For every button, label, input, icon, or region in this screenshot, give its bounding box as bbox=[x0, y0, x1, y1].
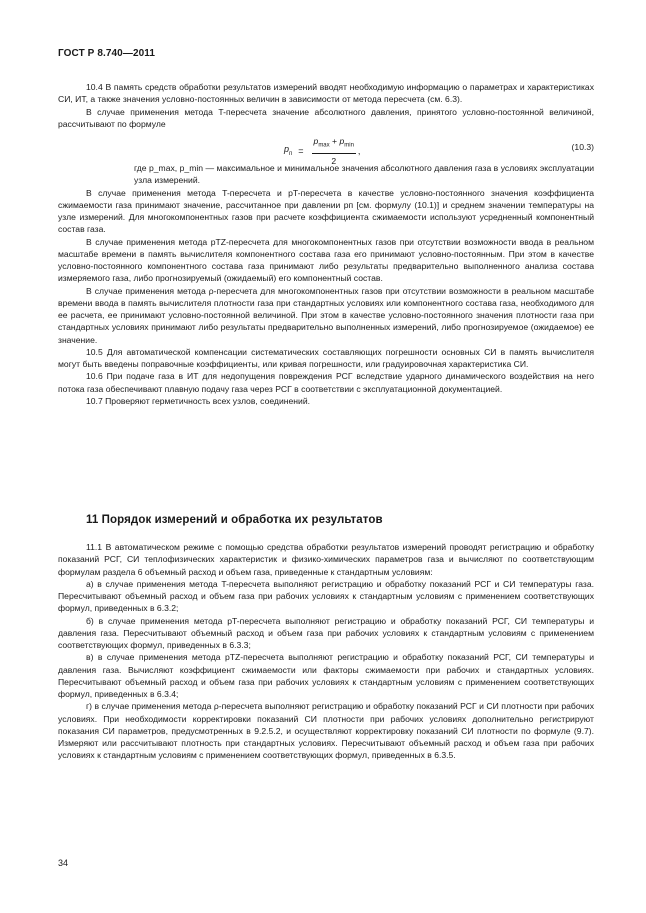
paragraph-t-method-pressure: В случае применения метода T-пересчета значение абсолютного давления, принятого условно-постоянной величиной, рассчитывают по формуле bbox=[58, 106, 594, 129]
formula-explanation: где p_max, p_min — максимальное и минимальное значения абсолютного давления газа в условиях эксплуатации узла измерений. bbox=[134, 163, 594, 186]
list-item-a: а) в случае применения метода T-пересчета выполняют регистрацию и обработку показаний РСГ и СИ температуры газа. Пересчитывают объемный расход и объем газа при рабочих условиях к стандартным условиям с применением соответствующих формул, приведенных в 6.3.2; bbox=[58, 578, 594, 614]
formula-number: (10.3) bbox=[571, 142, 594, 152]
paragraph-11-1: 11.1 В автоматическом режиме с помощью средства обработки результатов измерений проводят регистрацию и обработку показаний РСГ, СИ теплофизических характеристик и физико-химических параметров газа и вычисляют по соответствующим формулам раздела 6 объемный расход и объем газа, приведенные к стандартным условиям: bbox=[58, 542, 594, 577]
document-header: ГОСТ Р 8.740—2011 bbox=[58, 48, 156, 59]
paragraph-compressibility: В случае применения метода T-пересчета и pT-пересчета в качестве условно-постоянного значения коэффициента сжимаемости газа принимают значение, рассчитанное при давлении pп [см. формулу (10.1)] и среднем значении температуры на узле измерений. Для многокомпонентных газов при расчете коэффициента сжимаемости используют усредненный компонентный состав газа. bbox=[58, 187, 594, 235]
paragraph-ptz-method: В случае применения метода pTZ-пересчета для многокомпонентных газов при отсутствии возможности ввода в реальном масштабе времени в память вычислителя компонентного состава газа его принимают условно-постоянным. При этом в качестве условно-постоянного компонентного состава газа принимают либо результаты предварительно выполненного анализа состава измеряемого газа, либо прогнозируемый (ожидаемый) его компонентный состав. bbox=[58, 236, 594, 284]
paragraph-10-7: 10.7 Проверяют герметичность всех узлов, соединений. bbox=[86, 395, 311, 406]
paragraph-10-6: 10.6 При подаче газа в ИТ для недопущения повреждения РСГ вследствие ударного динамического воздействия на него потока газа обеспечивают плавную подачу газа через РСГ в соответствии с эксплуатационной документацией. bbox=[58, 371, 594, 394]
section-10-body bbox=[58, 81, 594, 407]
formula-fraction: $\frac{p_{max} + p_{min}}{2}$ bbox=[313, 136, 354, 166]
page-number: 34 bbox=[58, 858, 69, 868]
section-11-body bbox=[58, 541, 594, 762]
list-item-d: г) в случае применения метода ρ-пересчета выполняют регистрацию и обработку показаний РСГ и СИ плотности при рабочих условиях. При необходимости корректировки показаний СИ плотности при рабочих условиях дополнительно регистрируют показания СИ параметров, предусмотренных в 9.2.5.2, и осуществляют корректировку показаний СИ плотности по формуле (9.7). Измеряют или рассчитывают плотность при стандартных условиях. Пересчитывают объемный расход и объем газа при рабочих условиях к стандартным условиям с применением соответствующих формул, приведенных в 6.3.5. bbox=[58, 701, 594, 761]
paragraph-10-5: 10.5 Для автоматической компенсации систематических составляющих погрешности основных СИ в память вычислителя могут быть введены поправочные коэффициенты, или кривая погрешности, или градуировочная характеристика СИ. bbox=[58, 346, 594, 369]
formula-10-3 bbox=[58, 133, 594, 166]
formula-expression: $p_п$ = $\frac{p_{max} + p_{min}}{2}$ , bbox=[284, 136, 361, 166]
paragraph-10-4: 10.4 В память средств обработки результатов измерений вводят необходимую информацию о параметрах и характеристиках СИ, ИТ, а также значения условно-постоянных величин в зависимости от метода пересчета (см. 6.3). bbox=[58, 82, 594, 105]
list-item-b: б) в случае применения метода pT-пересчета выполняют регистрацию и обработку показаний РСГ, СИ температуры и давления газа. Пересчитывают объемный расход и объем газа при рабочих условиях к стандартным условиям с применением соответствующих формул, приведенных в 6.3.3; bbox=[58, 615, 594, 650]
paragraph-rho-method: В случае применения метода ρ-пересчета для многокомпонентных газов при отсутствии возможности в реальном масштабе времени ввода в память вычислителя плотности газа при стандартных условиях или компонентного состава газа, необходимого для ее расчета, ее принимают условно-постоянной величиной. При этом в качестве условно-постоянного значения плотности газа при стандартных условиях принимают либо результаты предварительно выполненных измерений, либо прогнозируемое (ожидаемое) ее значение. bbox=[58, 285, 594, 345]
list-item-c: в) в случае применения метода pTZ-пересчета выполняют регистрацию и обработку показаний РСГ, СИ температуры и давления газа. Вычисляют коэффициент сжимаемости или факторы сжимаемости при рабочих и стандартных условиях. Пересчитывают объемный расход и объем газа при рабочих условиях к стандартным условиям с применением соответствующих формул, приведенных в 6.3.4; bbox=[58, 652, 594, 699]
section-11-title: 11 Порядок измерений и обработка их результатов bbox=[86, 514, 383, 526]
